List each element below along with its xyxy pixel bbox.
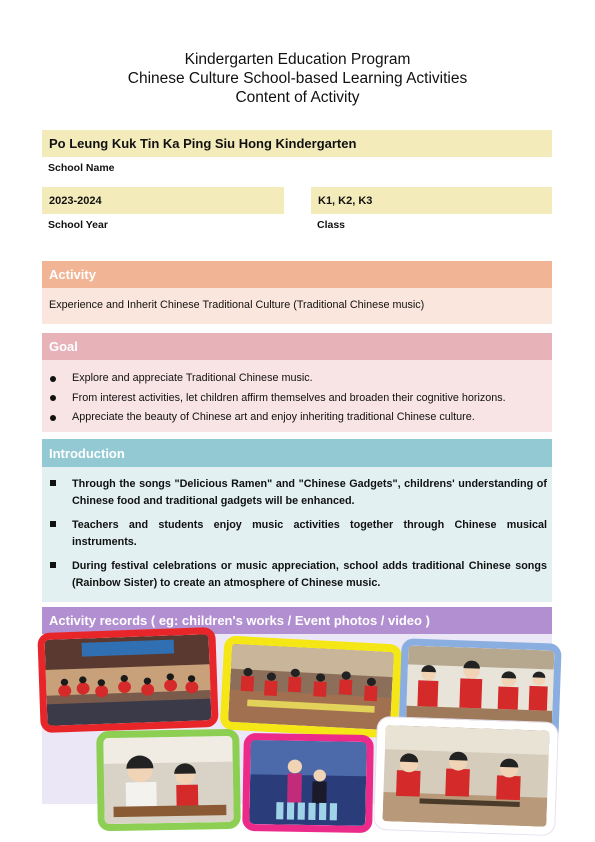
school-year-value: 2023-2024: [49, 194, 102, 207]
event-photo-stage-performance: [37, 627, 218, 733]
document-title-block: [0, 50, 595, 107]
event-photo-child-playing-zither: [96, 729, 241, 831]
school-name-value: Po Leung Kuk Tin Ka Ping Siu Hong Kindergarten: [49, 136, 357, 151]
event-photo-instrument-class: [220, 635, 403, 738]
school-year-label: School Year: [48, 219, 108, 231]
introduction-item: [42, 558, 552, 592]
introduction-item-text: During festival celebrations or music appreciation, school adds traditional Chinese songs (Rainbow Sister) to create an atmosphere of Chinese music.: [72, 560, 547, 589]
goal-item: [42, 389, 552, 409]
introduction-item: [42, 517, 552, 551]
goal-heading: [42, 333, 552, 360]
title-line-3: Content of Activity: [235, 89, 360, 106]
event-photo-stage-singing: [242, 733, 374, 833]
goal-item-text: Appreciate the beauty of Chinese art and enjoy inheriting traditional Chinese culture.: [72, 411, 475, 423]
goal-heading-text: Goal: [49, 339, 78, 354]
title-line-1: Kindergarten Education Program: [184, 51, 411, 68]
school-name-label: School Name: [48, 162, 115, 174]
records-heading-text: Activity records ( eg: children's works / Event photos / video ): [49, 613, 430, 628]
goal-list: [42, 369, 552, 428]
bullet-dot-icon: [50, 415, 56, 421]
bullet-square-icon: [50, 521, 56, 527]
school-year-field: [42, 187, 284, 214]
introduction-item-text: Through the songs "Delicious Ramen" and "Chinese Gadgets", childrens' understanding of Chinese food and traditional gadgets will be enhanced.: [72, 478, 547, 507]
activity-body: [42, 288, 552, 324]
class-field: [311, 187, 552, 214]
bullet-dot-icon: [50, 376, 56, 382]
introduction-item: [42, 476, 552, 510]
bullet-dot-icon: [50, 395, 56, 401]
school-name-field: [42, 130, 552, 157]
introduction-heading: [42, 439, 552, 467]
goal-item: [42, 369, 552, 389]
bullet-square-icon: [50, 562, 56, 568]
goal-item-text: Explore and appreciate Traditional Chinese music.: [72, 372, 313, 384]
title-line-2: Chinese Culture School-based Learning Activities: [127, 70, 468, 87]
event-photo-children-instruments: [374, 717, 558, 835]
bullet-square-icon: [50, 480, 56, 486]
introduction-list: [42, 476, 552, 592]
goal-item: [42, 408, 552, 428]
goal-item-text: From interest activities, let children affirm themselves and broaden their cognitive horizons.: [72, 391, 506, 404]
class-value: K1, K2, K3: [318, 194, 373, 207]
activity-heading-text: Activity: [49, 267, 96, 282]
goal-body: [42, 360, 552, 432]
activity-text: Experience and Inherit Chinese Traditional Culture (Traditional Chinese music): [49, 299, 425, 311]
introduction-body: [42, 467, 552, 602]
introduction-heading-text: Introduction: [49, 445, 125, 461]
class-label: Class: [317, 219, 346, 231]
activity-heading: [42, 261, 552, 288]
introduction-item-text: Teachers and students enjoy music activities together through Chinese musical instruments.: [72, 519, 547, 548]
